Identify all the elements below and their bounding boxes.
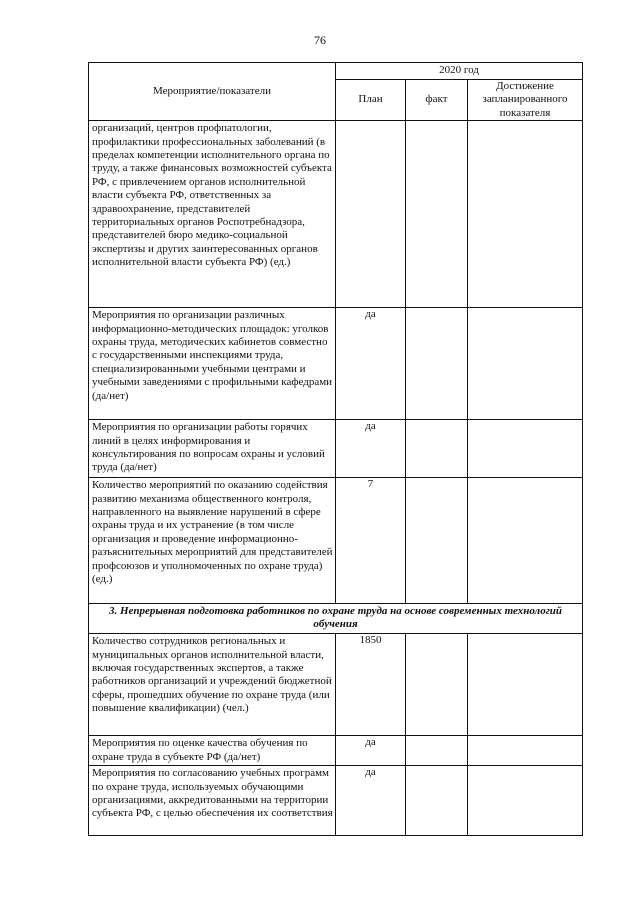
section-row [89,604,583,634]
row-indicator: Мероприятия по организации работы горячих линий в целях информирования и консультирования по вопросам охраны и условий труда (да/нет) [89,420,336,478]
row-fact [406,478,468,604]
row-plan [336,121,406,308]
row-plan: 7 [336,478,406,604]
row-fact [406,121,468,308]
row-achievement [468,121,583,308]
table-row [89,420,583,478]
row-achievement [468,766,583,836]
table-row [89,736,583,766]
row-achievement [468,420,583,478]
indicators-table [88,62,583,836]
row-indicator: Мероприятия по согласованию учебных программ по охране труда, используемых обучающими организациями, аккредитованными на территории субъекта РФ, с целью обеспечения их соответствия [89,766,336,836]
row-fact [406,634,468,736]
row-fact [406,736,468,766]
row-fact [406,766,468,836]
row-indicator: Количество мероприятий по оказанию содействия развитию механизма общественного контроля, направленного на выявление нарушений в сфере охраны труда и их устранение (в том числе организация и проведение информационно-разъяснительных мероприятий для представителей профсоюзов и уполномоченных по охране труда) (ед.) [89,478,336,604]
row-achievement [468,308,583,420]
row-plan: да [336,766,406,836]
table-row [89,478,583,604]
row-indicator: организаций, центров профпатологии, профилактики профессиональных заболеваний (в пределах компетенции исполнительного органа по труду, а также финансовых возможностей субъекта РФ, с привлечением органов исполнительной власти субъекта РФ, ответственных за здравоохранение, представителей территориальных органов Роспотребнадзора, представителей бюро медико-социальной экспертизы и других заинтересованных органов исполнительной власти субъекта РФ) (ед.) [89,121,336,308]
row-achievement [468,634,583,736]
row-plan: 1850 [336,634,406,736]
row-indicator: Количество сотрудников региональных и муниципальных органов исполнительной власти, включая государственных экспертов, а также работников организаций и учреждений бюджетной сферы, прошедших обучение по охране труда (или повышение квалификации) (чел.) [89,634,336,736]
page-number: 76 [314,33,326,47]
header-fact: факт [406,80,468,121]
table-row [89,766,583,836]
row-achievement [468,736,583,766]
row-fact [406,420,468,478]
header-year: 2020 год [336,63,583,80]
row-fact [406,308,468,420]
row-plan: да [336,420,406,478]
table-row [89,308,583,420]
header-plan: План [336,80,406,121]
row-plan: да [336,308,406,420]
section-title: 3. Непрерывная подготовка работников по охране труда на основе современных технологий обучения [89,604,583,634]
table-row [89,121,583,308]
row-achievement [468,478,583,604]
table-row [89,634,583,736]
header-achievement: Достижение запланированного показателя [468,80,583,121]
row-indicator: Мероприятия по организации различных информационно-методических площадок: уголков охраны труда, методических кабинетов совместно с государственными инспекциями труда, специализированными учебными центрами и учебными заведениями с профильными кафедрами (да/нет) [89,308,336,420]
row-indicator: Мероприятия по оценке качества обучения по охране труда в субъекте РФ (да/нет) [89,736,336,766]
row-plan: да [336,736,406,766]
header-indicator: Мероприятие/показатели [89,63,336,121]
